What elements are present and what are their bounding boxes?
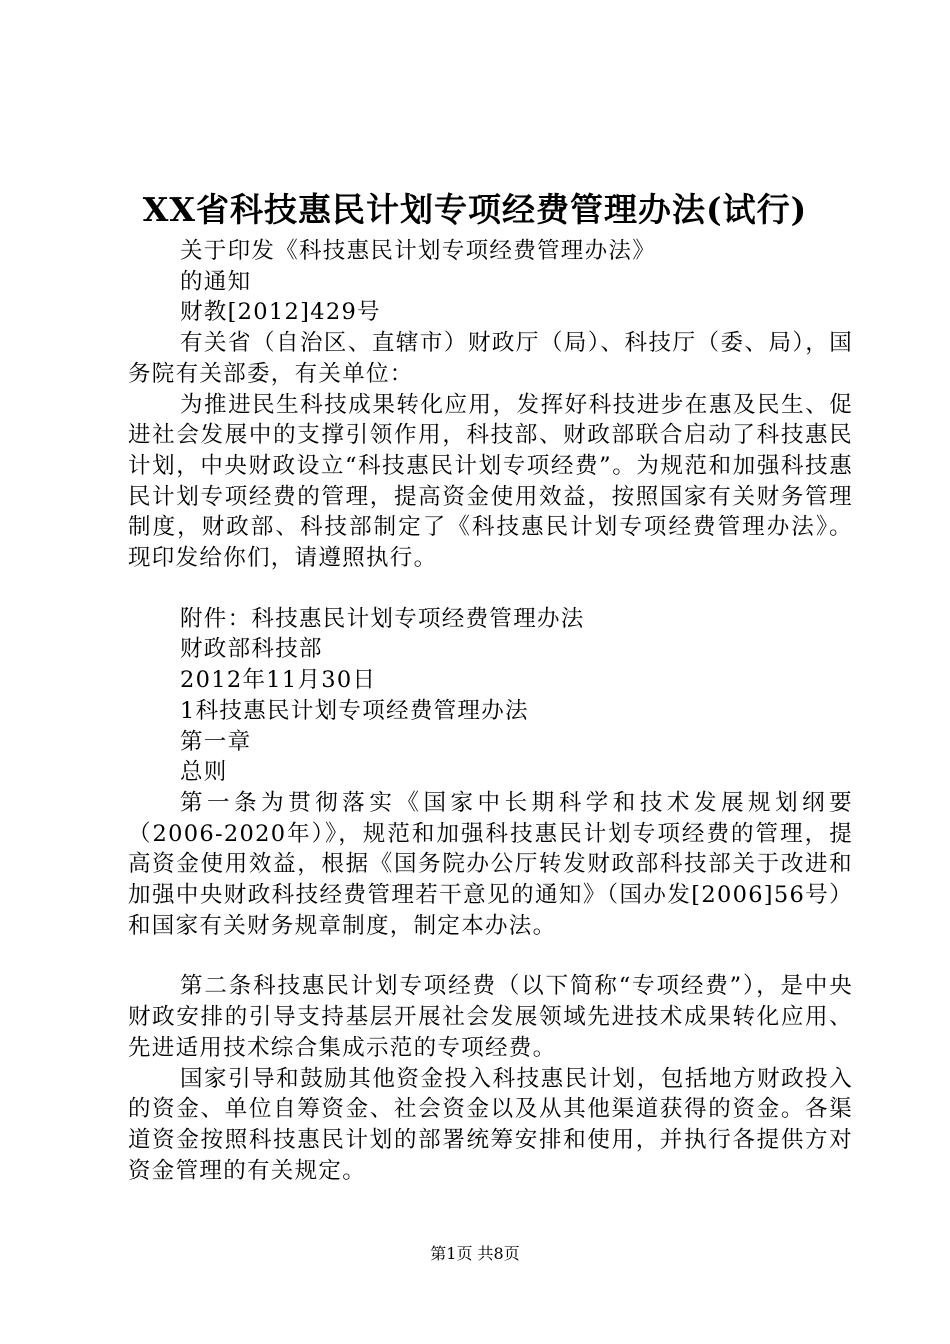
article-1-paragraph: 第一条为贯彻落实《国家中长期科学和技术发展规划纲要（2006-2020年）》，规范和加强科技惠民计划专项经费的管理，提高资金使用效益，根据《国务院办公厅转发财政部科技部关于改进和加强中央财政科技经费管理若干意见的通知》（国办发[2006]56号）和国家有关财务规章制度，制定本办法。	[128, 789, 853, 939]
funding-sources-paragraph: 国家引导和鼓励其他资金投入科技惠民计划，包括地方财政投入的资金、单位自筹资金、社会资金以及从其他渠道获得的资金。各渠道资金按照科技惠民计划的部署统筹安排和使用，并执行各提供方对资金管理的有关规定。	[128, 1065, 853, 1184]
notice-body-paragraph: 为推进民生科技成果转化应用，发挥好科技进步在惠及民生、促进社会发展中的支撑引领作用，科技部、财政部联合启动了科技惠民计划，中央财政设立“科技惠民计划专项经费”。为规范和加强科技惠民计划专项经费的管理，提高资金使用效益，按照国家有关财务管理制度，财政部、科技部制定了《科技惠民计划专项经费管理办法》。现印发给你们，请遵照执行。	[128, 391, 853, 572]
paragraph-gap	[128, 574, 853, 604]
chapter-heading: 第一章	[180, 728, 252, 755]
article-2-paragraph: 第二条科技惠民计划专项经费（以下简称“专项经费”），是中央财政安排的引导支持基层开展社会发展领域先进技术成果转化应用、先进适用技术综合集成示范的专项经费。	[128, 973, 853, 1061]
date-line: 2012年11月30日	[180, 667, 377, 694]
notice-title-line-1: 关于印发《科技惠民计划专项经费管理办法》	[180, 238, 657, 264]
document-number: 财教[2012]429号	[180, 299, 381, 326]
addressee-paragraph: 有关省（自治区、直辖市）财政厅（局）、科技厅（委、局），国务院有关部委，有关单位：	[128, 330, 853, 387]
document-title: XX省科技惠民计划专项经费管理办法(试行)	[142, 190, 808, 229]
notice-title-line-2: 的通知	[180, 268, 252, 295]
chapter-title: 总则	[180, 759, 228, 786]
document-body	[128, 236, 853, 1186]
issuer-line: 财政部科技部	[180, 636, 323, 663]
page-footer: 第1页 共8页	[430, 1244, 520, 1263]
attachment-line: 附件：科技惠民计划专项经费管理办法	[180, 605, 585, 632]
paragraph-gap	[128, 941, 853, 971]
measures-title-line: 1科技惠民计划专项经费管理办法	[180, 697, 529, 724]
